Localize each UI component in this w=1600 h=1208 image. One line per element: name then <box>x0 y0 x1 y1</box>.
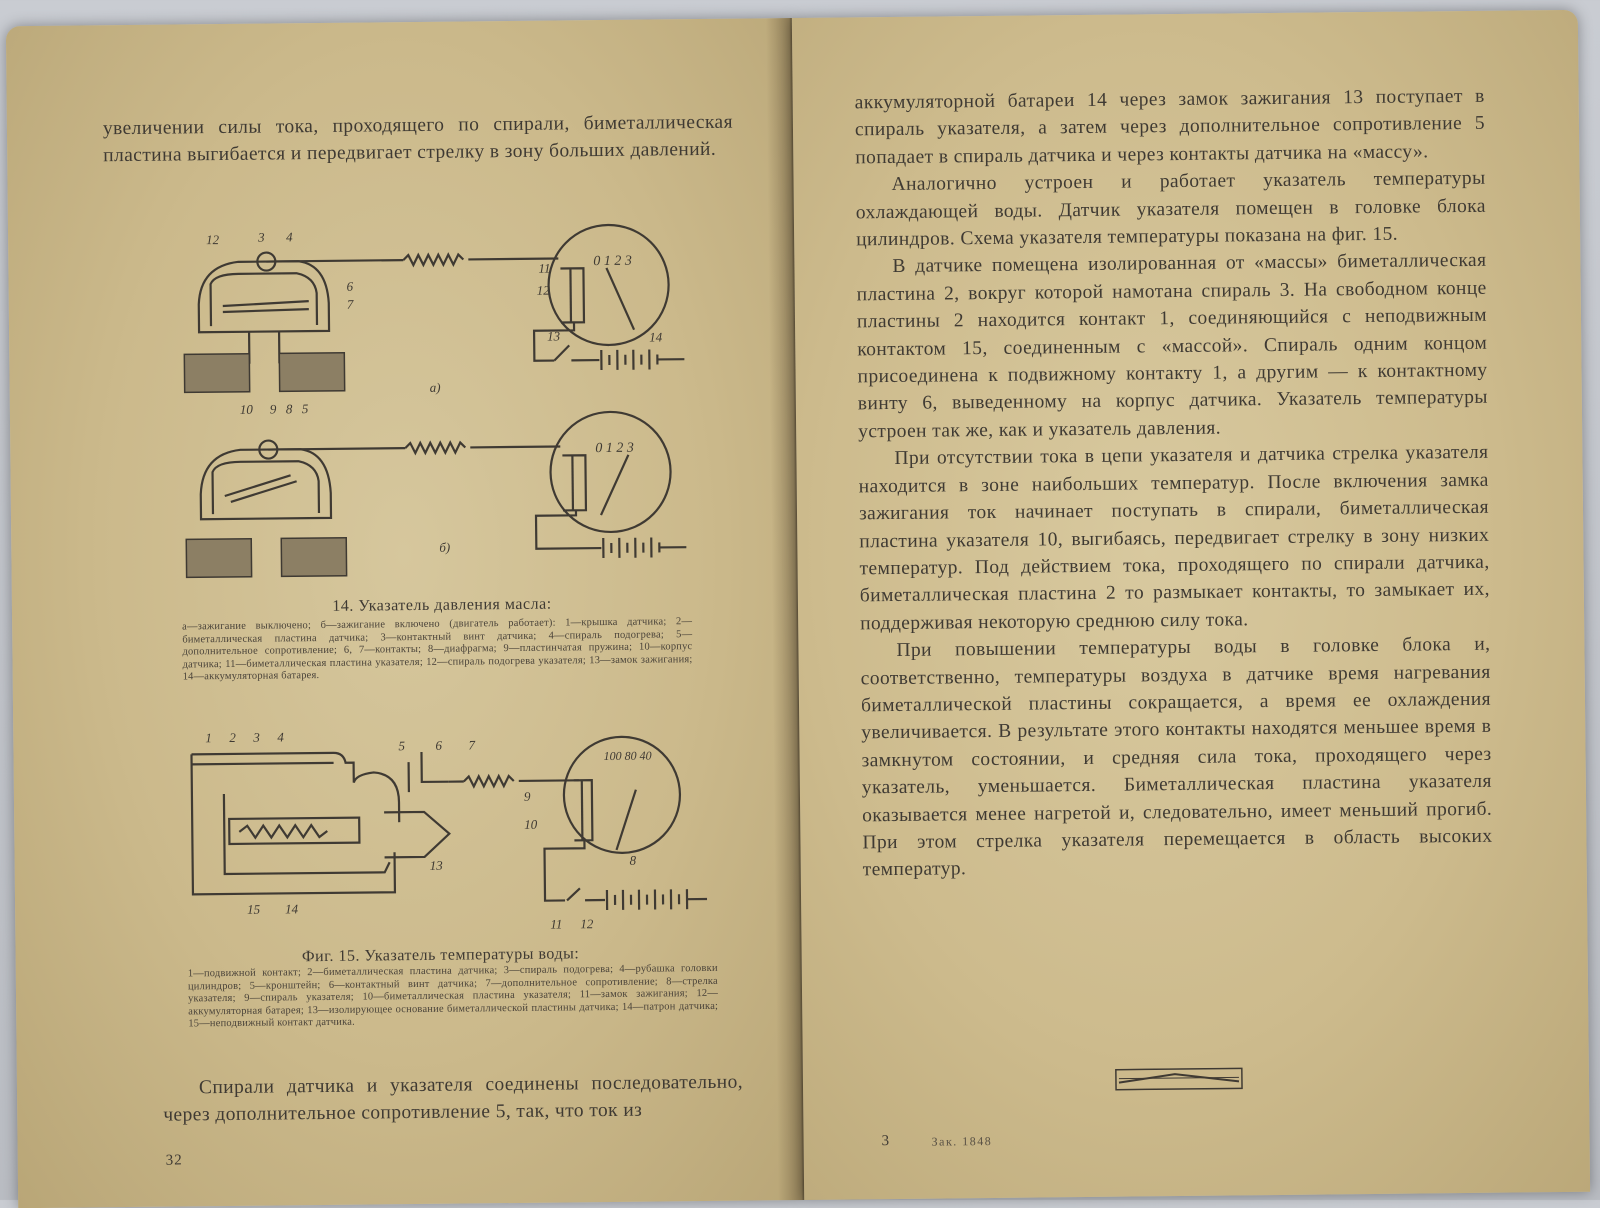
paragraph: При повышении температуры воды в головке блока и, соответственно, температуры воздуха в датчике время нагревания биметаллической пластины сокращается, а время ее охлаждения увеличивается. В результате этого контакты находятся меньшее время в замкнутом состоянии, и средняя сила тока, проходящего через указатель, уменьшается. Биметаллическая пластина указателя оказывается менее нагретой и, следовательно, имеет меньший прогиб. При этом стрелка указателя перемещается в область высоких температур. <box>860 633 1493 881</box>
open-book <box>6 10 1590 1208</box>
figure-15-legend: 1—подвижной контакт; 2—биметаллическая пластина датчика; 3—спираль подогрева; 4—рубашка головки цилиндров; 5—кронштейн; 6—контактный винт датчика; 7—дополнительное сопротивление; 8—стрелка указателя; 9—спираль указателя; 10—биметаллическая пластина указателя; 11—замок зажигания; 12—аккумуляторная батарея; 13—изолирующее основание биметаллической пластины датчика; 14—патрон датчика; 15—неподвижный контакт датчика. <box>187 962 719 1030</box>
fig15-label: 4 <box>277 729 284 745</box>
figure-14-oil-pressure-diagram <box>178 209 702 594</box>
fig15-label: 14 <box>285 901 299 917</box>
fig15-label: 10 <box>524 816 538 832</box>
ornament-rule <box>1115 1067 1243 1090</box>
fig14-sublabel-a: а) <box>429 379 441 395</box>
fig15-label: 11 <box>550 916 563 932</box>
fig15-label: 13 <box>429 857 443 873</box>
fig15-label: 7 <box>468 737 475 753</box>
paragraph: Аналогично устроен и работает указатель температуры охлаждающей воды. Датчик указателя помещен в головке блока цилиндров. Схема указателя температуры показана на фиг. 15. <box>855 167 1486 251</box>
fig15-dial-scale: 100 80 40 <box>603 748 652 764</box>
fig15-label: 3 <box>253 729 260 745</box>
fig15-label: 6 <box>435 737 442 753</box>
fig14-label: 7 <box>346 296 354 312</box>
figure-15-caption: Фиг. 15. Указатель температуры воды: <box>301 945 580 966</box>
paragraph: При отсутствии тока в цепи указателя и датчика стрелка указателя находится в зоне наибольших температур. После включения замка зажигания ток начинает поступать в спирали, биметаллическая пластина указателя 10, выгибаясь, передвигает стрелку в зону низких температур. Под действием тока, проходящего по спирали датчика, биметаллическая пластина 2 то размыкает контакты, то замыкает их, поддерживая некоторую среднюю силу тока. <box>858 442 1490 635</box>
fig15-label: 9 <box>523 788 531 804</box>
fig14-label: 4 <box>285 229 293 245</box>
fig14-label: 10 <box>239 401 253 417</box>
right-page <box>792 10 1590 1200</box>
fig14-label: 13 <box>547 328 561 344</box>
fig14-label: 6 <box>346 278 354 294</box>
fig14-label: 14 <box>649 329 663 345</box>
fig15-label: 1 <box>205 730 212 746</box>
right-page-text <box>855 83 1493 884</box>
paragraph: аккумуляторной батареи 14 через замок зажигания 13 поступает в спираль указателя, а затем через дополнительное сопротивление 5 попадает в спираль датчика и через контакты датчика на «массу». <box>854 85 1486 169</box>
fig15-label: 8 <box>629 852 637 868</box>
fig14-dial-scale: 0 1 2 3 <box>595 440 634 457</box>
fig14-label: 5 <box>301 401 309 417</box>
fig14-label: 9 <box>269 401 277 417</box>
left-page-top-text <box>103 109 734 170</box>
fig14-sublabel-b: б) <box>439 539 451 555</box>
left-page <box>6 18 804 1208</box>
fig15-label: 5 <box>398 738 405 754</box>
fig14-label: 3 <box>257 229 265 245</box>
paragraph: увеличении силы тока, проходящего по спирали, биметаллическая пластина выгибается и передвигает стрелку в зону больших давлений. <box>102 111 734 167</box>
fig14-dial-scale: 0 1 2 3 <box>593 253 632 270</box>
signature-number: 3 <box>881 1133 891 1150</box>
paragraph: В датчике помещена изолированная от «массы» биметаллическая пластина 2, вокруг которой намотана спираль 3. На свободном конце пластины 2 находится контакт 1, соединяющийся с неподвижным контактом 15, соединенным с «массой». Спираль одним концом присоединена к подвижному контакту 1, а другим — к контактному винту 6, выведенному на корпус датчика. Указатель температуры устроен так же, как и указатель давления. <box>856 250 1488 443</box>
fig15-label: 15 <box>247 901 261 917</box>
figure-15-water-temperature-diagram <box>183 719 725 940</box>
left-page-bottom-text <box>163 1069 744 1130</box>
fig14-label: 8 <box>285 401 293 417</box>
figure-14-caption: 14. Указатель давления масла: <box>332 595 552 615</box>
fig14-label: 12 <box>536 282 550 298</box>
page-number: 32 <box>165 1152 183 1169</box>
fig14-label: 12 <box>206 232 220 248</box>
fig14-label: 11 <box>538 260 551 276</box>
fig15-label: 2 <box>229 729 236 745</box>
paragraph: Спирали датчика и указателя соединены последовательно, через дополнительное сопротивление 5, так, что ток из <box>163 1071 744 1127</box>
fig15-label: 12 <box>580 916 594 932</box>
print-order-number: Зак. 1848 <box>931 1133 993 1149</box>
figure-14-legend: а—зажигание выключено; б—зажигание включено (двигатель работает): 1—крышка датчика; 2—биметаллическая пластина датчика; 3—контактный винт датчика; 4—спираль подогрева; 5—дополнительное сопротивление; 6, 7—контакты; 8—диафрагма; 9—пластинчатая пружина; 10—корпус датчика; 11—биметаллическая пластина указателя; 12—спираль подогрева указателя; 13—замок зажигания; 14—аккумуляторная батарея. <box>182 616 693 683</box>
